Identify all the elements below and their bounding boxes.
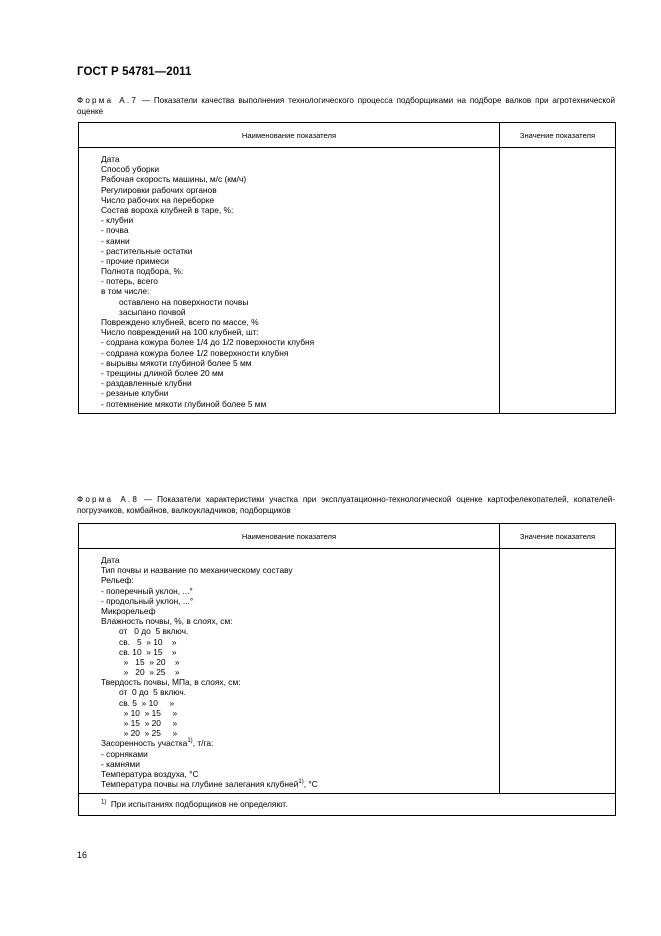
- hardness-layer-row: » 15 » 20 »: [119, 718, 178, 728]
- document-title: ГОСТ Р 54781—2011: [77, 66, 192, 78]
- form-a7-col-value: Значение показателя: [500, 123, 616, 148]
- table-row: - потерь, всего: [101, 276, 158, 287]
- table-row: в том числе:: [101, 286, 150, 297]
- weediness-label: Засоренность участка: [101, 738, 188, 749]
- form-a7-caption-text: — Показатели качества выполнения технологического процесса подборщиками на подборе валков при агротехнической оценке: [77, 96, 616, 117]
- table-row: Тип почвы и название по механическому составу: [101, 565, 293, 576]
- form-a8-value-cell: [500, 549, 616, 794]
- weediness-unit: , т/га:: [192, 738, 214, 749]
- moisture-layer-row: св. 5 » 10 »: [119, 636, 177, 647]
- form-a8-header-row: [79, 524, 616, 549]
- table-row: - трещины длиной более 20 мм: [101, 367, 224, 378]
- table-row: Рельеф:: [101, 575, 134, 586]
- soil-temp-unit: , °С: [303, 779, 318, 790]
- table-row: - растительные остатки: [101, 245, 193, 256]
- form-a8-caption: [77, 494, 615, 517]
- moisture-layer-row: » 15 » 20 »: [119, 656, 180, 667]
- moisture-layer-row: св. 10 » 15 »: [119, 646, 177, 657]
- table-row: - продольный уклон, ...°: [101, 595, 194, 606]
- form-a7-caption: [77, 95, 615, 118]
- table-row: Микрорельеф: [101, 605, 156, 616]
- footnote-text: При испытаниях подборщиков не определяют.: [106, 800, 288, 810]
- form-a7-caption-lead: Форма А.7: [77, 96, 139, 105]
- footnote-mark: 1): [101, 799, 107, 806]
- table-row: Дата: [101, 154, 120, 164]
- table-row: Способ уборки: [101, 164, 160, 175]
- form-a7-header-row: [79, 123, 616, 148]
- table-row: - содрана кожура более 1/4 до 1/2 поверхности клубня: [101, 337, 315, 348]
- form-a8-col-value: Значение показателя: [500, 524, 616, 549]
- soil-temp-label: Температура почвы на глубине залегания клубней: [101, 779, 299, 790]
- form-a8-params-cell: [79, 549, 500, 794]
- form-a7-table: [78, 122, 616, 414]
- table-row: - почва: [101, 225, 129, 236]
- table-row: - камни: [101, 235, 130, 246]
- table-row: Влажность почвы, %, в слоях, см:: [101, 616, 233, 627]
- soil-temp-row: [101, 779, 499, 789]
- form-a8-table: [78, 523, 616, 816]
- table-row: - резаные клубни: [101, 388, 169, 399]
- hardness-layer-row: » 10 » 15 »: [119, 707, 178, 718]
- table-row: засыпано почвой: [119, 306, 186, 317]
- table-row: - поперечный уклон, ...°: [101, 585, 193, 596]
- form-a7-value-cell: [500, 148, 616, 414]
- form-a8-caption-lead: Форма А.8: [77, 495, 140, 504]
- table-row: - прочие примеси: [101, 255, 169, 266]
- form-a7-body-row: [79, 148, 616, 414]
- table-row: Число повреждений на 100 клубней, шт:: [101, 327, 259, 338]
- hardness-layer-row: » 20 » 25 »: [119, 728, 178, 739]
- table-row: Полнота подбора, %:: [101, 266, 184, 277]
- table-row: Повреждено клубней, всего по массе, %: [101, 317, 259, 327]
- table-row: Температура воздуха, °С: [101, 768, 199, 779]
- table-row: Твердость почвы, МПа, в слоях, см:: [101, 677, 241, 688]
- table-row: - содрана кожура более 1/2 поверхности клубня: [101, 347, 289, 358]
- table-row: - потемнение мякоти глубиной более 5 мм: [101, 398, 267, 409]
- form-a8-footnote-row: [79, 794, 616, 816]
- table-row: Рабочая скорость машины, м/с (км/ч): [101, 174, 247, 185]
- hardness-layer-row: от 0 до 5 включ.: [119, 687, 187, 698]
- form-a7-params-cell: [79, 148, 500, 414]
- footnote: [79, 794, 616, 816]
- footnote-ref: 1): [298, 779, 304, 786]
- table-row: - сорняками: [101, 748, 148, 759]
- form-a8-body-row: [79, 549, 616, 794]
- table-row: Состав вороха клубней в таре, %:: [101, 204, 234, 215]
- hardness-layer-row: св. 5 » 10 »: [119, 697, 175, 708]
- form-a8-col-name: Наименование показателя: [79, 524, 500, 549]
- weediness-row: [101, 738, 499, 748]
- page-number: 16: [77, 850, 88, 860]
- table-row: оставлено на поверхности почвы: [119, 296, 249, 307]
- form-a7-col-name: Наименование показателя: [79, 123, 500, 148]
- moisture-layer-row: » 20 » 25 »: [119, 667, 180, 678]
- moisture-layer-row: от 0 до 5 включ.: [119, 626, 189, 637]
- table-row: - раздавленные клубни: [101, 378, 192, 389]
- table-row: - камнями: [101, 758, 140, 769]
- footnote-ref: 1): [187, 738, 193, 745]
- table-row: Регулировки рабочих органов: [101, 184, 217, 195]
- table-row: - клубни: [101, 215, 134, 226]
- table-row: - вырывы мякоти глубиной более 5 мм: [101, 357, 252, 368]
- table-row: Число рабочих на переборке: [101, 194, 215, 205]
- table-row: Дата: [101, 555, 120, 565]
- form-a8-caption-text: — Показатели характеристики участка при эксплуатационно-технологической оценке картофелекопателей, копателей-погрузчиков, комбайнов, валкоукладчиков, подборщиков: [77, 495, 616, 516]
